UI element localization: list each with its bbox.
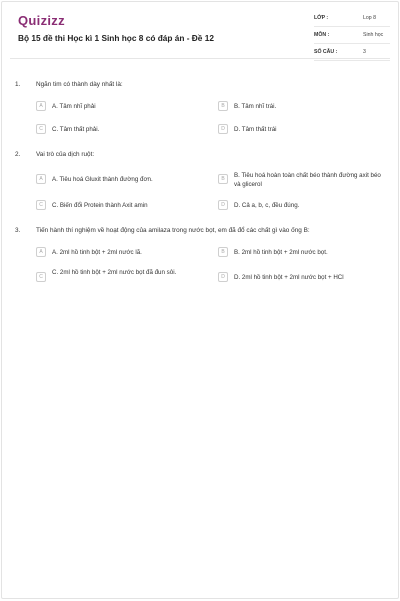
question-text: Tiến hành thí nghiệm về hoạt động của amilaza trong nước bọt, em đã đổ các chất gì vào ống B: — [36, 227, 310, 234]
page-title: Bộ 15 đề thi Học kì 1 Sinh học 8 có đáp án - Đề 12 — [18, 33, 214, 43]
option-text: A. 2ml hồ tinh bột + 2ml nước lã. — [52, 248, 142, 256]
option-letter-box[interactable]: A — [36, 174, 46, 184]
option-letter-box[interactable]: B — [218, 101, 228, 111]
option-text: B. Tâm nhĩ trái. — [234, 102, 277, 110]
question-number: 3. — [15, 227, 21, 234]
meta-value: Sinh học — [363, 32, 384, 38]
option-text: D. 2ml hồ tinh bột + 2ml nước bọt + HCl — [234, 273, 344, 281]
meta-row-class — [314, 12, 390, 27]
option-letter-box[interactable]: C — [36, 200, 46, 210]
option-text: A. Tiêu hoá Gluxit thành đường đơn. — [52, 175, 153, 183]
option-text: D. Cả a, b, c, đều đúng. — [234, 201, 300, 209]
meta-label: SỐ CÂU : — [314, 49, 338, 55]
meta-label: LỚP : — [314, 15, 329, 21]
option-text: C. Biến đổi Protein thành Axit amin — [52, 201, 148, 209]
question-text: Vai trò của dịch ruột: — [36, 151, 95, 158]
option-text: B. 2ml hồ tinh bột + 2ml nước bọt. — [234, 248, 328, 256]
header-divider — [10, 58, 390, 59]
option-letter-box[interactable]: D — [218, 272, 228, 282]
option-letter-box[interactable]: B — [218, 174, 228, 184]
option-text: B. Tiêu hoá hoàn toàn chất béo thành đường axit béo và glicerol — [234, 172, 381, 188]
option-text: C. 2ml hồ tinh bột + 2ml nước bọt đã đun sôi. — [52, 269, 177, 276]
option-text: C. Tâm thất phải. — [52, 125, 100, 133]
question-text: Ngăn tim có thành dày nhất là: — [36, 81, 123, 88]
option-text: A. Tâm nhĩ phải — [52, 102, 96, 110]
option-text: D. Tâm thất trái — [234, 125, 277, 133]
question-number: 1. — [15, 81, 21, 88]
option-letter-box[interactable]: A — [36, 101, 46, 111]
option-letter-box[interactable]: C — [36, 124, 46, 134]
option-letter-box[interactable]: C — [36, 272, 46, 282]
meta-value: 3 — [363, 49, 366, 55]
option-letter-box[interactable]: D — [218, 124, 228, 134]
meta-row-subject — [314, 29, 390, 44]
quizizz-logo: Quizizz — [18, 13, 65, 28]
option-letter-box[interactable]: A — [36, 247, 46, 257]
worksheet-meta — [314, 12, 390, 63]
worksheet-page — [1, 1, 399, 599]
option-letter-box[interactable]: B — [218, 247, 228, 257]
meta-value: Lop 8 — [363, 15, 376, 21]
question-number: 2. — [15, 151, 21, 158]
option-letter-box[interactable]: D — [218, 200, 228, 210]
meta-label: MÔN : — [314, 32, 330, 38]
